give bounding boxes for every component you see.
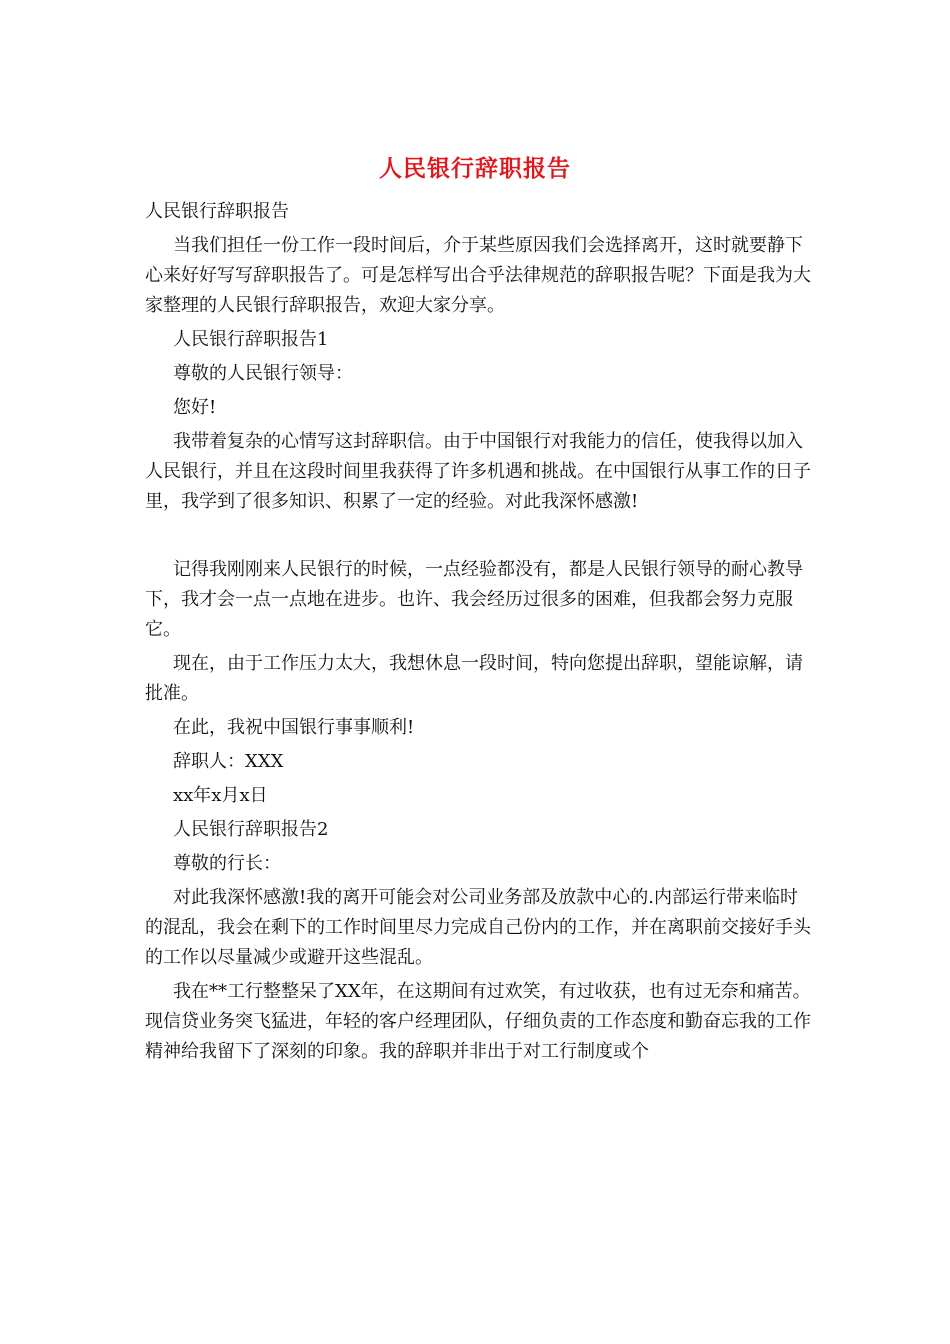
letter2-paragraph-1: 对此我深怀感激!我的离开可能会对公司业务部及放款中心的.内部运行带来临时的混乱，我会在剩下的工作时间里尽力完成自己份内的工作，并在离职前交接好手头的工作以尽量减少或避开这些混乱。 [145, 887, 811, 968]
letter2-paragraph-2: 我在**工行整整呆了XX年，在这期间有过欢笑，有过收获，也有过无奈和痛苦。现信贷业务突飞猛进，年轻的客户经理团队，仔细负责的工作态度和勤奋忘我的工作精神给我留下了深刻的印象。我的辞职并非出于对工行制度或个 [145, 981, 811, 1062]
salutation-2: 尊敬的行长： [173, 853, 281, 874]
intro-paragraph: 当我们担任一份工作一段时间后，介于某些原因我们会选择离开，这时就要静下心来好好写写辞职报告了。可是怎样写出合乎法律规范的辞职报告呢？下面是我为大家整理的人民银行辞职报告，欢迎大家分享。 [145, 235, 811, 316]
signature-date: xx年x月x日 [173, 785, 268, 806]
greeting: 您好! [173, 397, 217, 418]
section-heading-1: 人民银行辞职报告1 [173, 329, 329, 350]
letter1-paragraph-1: 我带着复杂的心情写这封辞职信。由于中国银行对我能力的信任，使我得以加入人民银行，并且在这段时间里我获得了许多机遇和挑战。在中国银行从事工作的日子里，我学到了很多知识、积累了一定的经验。对此我深怀感激! [145, 431, 811, 512]
document-body [145, 197, 815, 1067]
letter1-closing: 在此，我祝中国银行事事顺利! [173, 717, 415, 738]
page-title: 人民银行辞职报告 [379, 155, 571, 182]
letter1-paragraph-3: 现在，由于工作压力太大，我想休息一段时间，特向您提出辞职，望能谅解，请批准。 [145, 653, 803, 704]
letter1-paragraph-2: 记得我刚刚来人民银行的时候，一点经验都没有，都是人民银行领导的耐心教导下，我才会一点一点地在进步。也许、我会经历过很多的困难，但我都会努力克服它。 [145, 559, 803, 640]
section-heading-2: 人民银行辞职报告2 [173, 819, 329, 840]
doc-subtitle: 人民银行辞职报告 [145, 201, 289, 222]
salutation-1: 尊敬的人民银行领导： [173, 363, 353, 384]
blank-line [145, 521, 815, 551]
signature-name: 辞职人：XXX [173, 751, 284, 772]
